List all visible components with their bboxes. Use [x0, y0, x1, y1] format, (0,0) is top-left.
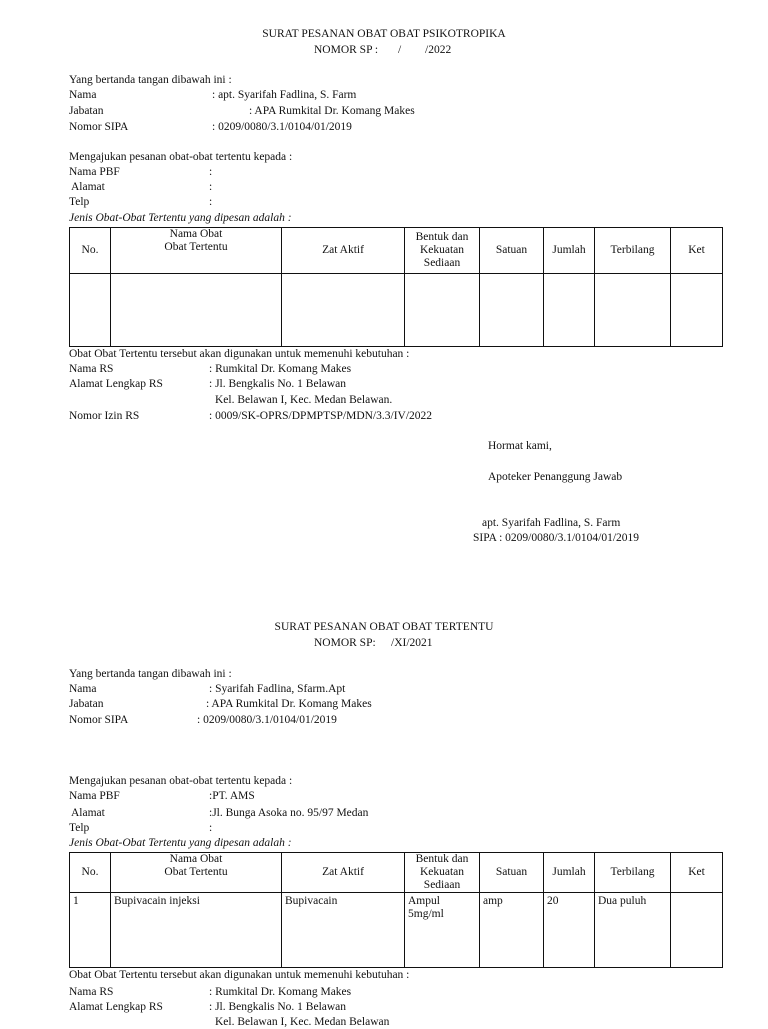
- cell-terbilang: [595, 274, 671, 347]
- header-satuan: Satuan: [480, 853, 544, 893]
- header-nama-obat: [111, 228, 282, 274]
- cell-no: 1: [70, 893, 111, 968]
- header-zat-aktif: Zat Aktif: [282, 228, 405, 274]
- doc2-pbf-value: :PT. AMS: [209, 790, 255, 802]
- doc1-jabatan-label: Jabatan: [69, 105, 104, 117]
- header-bentuk-line1: Bentuk dan: [415, 853, 469, 865]
- cell-terbilang: Dua puluh: [595, 893, 671, 968]
- cell-zat: [282, 274, 405, 347]
- doc1-nama-value: : apt. Syarifah Fadlina, S. Farm: [212, 89, 357, 101]
- doc2-rs-alamat-value2: Kel. Belawan I, Kec. Medan Belawan: [215, 1016, 390, 1028]
- doc2-rs-alamat-value1: : Jl. Bengkalis No. 1 Belawan: [209, 1001, 347, 1013]
- doc2-telp-value: :: [209, 822, 213, 834]
- doc1-rs-izin-label: Nomor Izin RS: [69, 410, 140, 422]
- header-zat-aktif: Zat Aktif: [282, 853, 405, 893]
- doc2-jabatan-label: Jabatan: [69, 698, 104, 710]
- doc2-telp-label: Telp: [69, 822, 90, 834]
- cell-ket: [671, 274, 723, 347]
- doc2-rs-alamat-label: Alamat Lengkap RS: [69, 1001, 163, 1013]
- doc1-nomor-label: NOMOR SP :: [314, 44, 379, 56]
- header-bentuk-line2: Kekuatan: [419, 244, 465, 256]
- doc1-purpose: Obat Obat Tertentu tersebut akan digunakan untuk memenuhi kebutuhan :: [69, 348, 410, 360]
- cell-nama: [111, 274, 282, 347]
- doc1-rs-nama-value: : Rumkital Dr. Komang Makes: [209, 363, 352, 375]
- header-bentuk: [405, 853, 480, 893]
- doc1-signer-name: apt. Syarifah Fadlina, S. Farm: [482, 517, 621, 529]
- doc1-signer-sipa: SIPA : 0209/0080/3.1/0104/01/2019: [473, 532, 640, 544]
- doc2-nama-value: : Syarifah Fadlina, Sfarm.Apt: [209, 683, 346, 695]
- header-bentuk: [405, 228, 480, 274]
- header-nama-line2: Obat Tertentu: [164, 866, 228, 878]
- doc1-order-table: [69, 227, 723, 347]
- doc1-sipa-label: Nomor SIPA: [69, 121, 129, 133]
- doc2-alamat-label: Alamat: [71, 807, 105, 819]
- header-nama-line1: Nama Obat: [169, 228, 223, 240]
- doc1-hormat: Hormat kami,: [488, 440, 552, 452]
- doc2-title: SURAT PESANAN OBAT OBAT TERTENTU: [274, 621, 494, 633]
- doc1-sipa-value: : 0209/0080/3.1/0104/01/2019: [212, 121, 352, 133]
- header-ket: Ket: [671, 853, 723, 893]
- doc1-telp-label: Telp: [69, 196, 90, 208]
- doc1-rs-alamat-label: Alamat Lengkap RS: [69, 378, 163, 390]
- doc2-pbf-label: Nama PBF: [69, 790, 120, 802]
- header-bentuk-line3: Sediaan: [423, 257, 461, 269]
- doc2-intro: Yang bertanda tangan dibawah ini :: [69, 668, 232, 680]
- cell-ket: [671, 893, 723, 968]
- doc1-pbf-label: Nama PBF: [69, 166, 120, 178]
- doc1-alamat-label: Alamat: [71, 181, 105, 193]
- doc2-nomor-label: NOMOR SP:: [314, 637, 376, 649]
- table-header-row: [70, 853, 723, 893]
- cell-zat: Bupivacain: [282, 893, 405, 968]
- header-ket: Ket: [671, 228, 723, 274]
- header-no: No.: [70, 228, 111, 274]
- header-nama-line2: Obat Tertentu: [164, 241, 228, 253]
- doc1-intro: Yang bertanda tangan dibawah ini :: [69, 74, 232, 86]
- doc2-order-table: [69, 852, 723, 968]
- doc1-request-intro: Mengajukan pesanan obat-obat tertentu kepada :: [69, 151, 293, 163]
- doc2-purpose: Obat Obat Tertentu tersebut akan digunakan untuk memenuhi kebutuhan :: [69, 969, 410, 981]
- doc2-sipa-value: : 0209/0080/3.1/0104/01/2019: [197, 714, 337, 726]
- doc2-alamat-value: :Jl. Bunga Asoka no. 95/97 Medan: [209, 807, 369, 819]
- header-bentuk-line2: Kekuatan: [419, 866, 465, 878]
- header-nama-obat: [111, 853, 282, 893]
- doc1-nomor-value: /2022: [425, 44, 452, 56]
- cell-satuan: amp: [480, 893, 544, 968]
- doc2-rs-nama-value: : Rumkital Dr. Komang Makes: [209, 986, 352, 998]
- doc1-alamat-value: :: [209, 181, 213, 193]
- cell-bentuk-line2: 5mg/ml: [408, 908, 444, 920]
- doc1-rs-nama-label: Nama RS: [69, 363, 114, 375]
- header-jumlah: Jumlah: [544, 853, 595, 893]
- header-bentuk-line1: Bentuk dan: [415, 231, 469, 243]
- table-row: [70, 893, 723, 968]
- table-header-row: [70, 228, 723, 274]
- header-terbilang: Terbilang: [595, 853, 671, 893]
- table-row: [70, 274, 723, 347]
- cell-no: [70, 274, 111, 347]
- header-no: No.: [70, 853, 111, 893]
- doc2-rs-nama-label: Nama RS: [69, 986, 114, 998]
- doc1-rs-alamat-value2: Kel. Belawan I, Kec. Medan Belawan.: [215, 394, 393, 406]
- header-nama-line1: Nama Obat: [169, 853, 223, 865]
- doc2-sipa-label: Nomor SIPA: [69, 714, 129, 726]
- cell-nama: Bupivacain injeksi: [111, 893, 282, 968]
- doc2-jenis: Jenis Obat-Obat Tertentu yang dipesan adalah :: [69, 837, 292, 849]
- doc1-telp-value: :: [209, 196, 213, 208]
- doc2-nama-label: Nama: [69, 683, 97, 695]
- cell-satuan: [480, 274, 544, 347]
- doc1-nomor-slash: /: [398, 44, 402, 56]
- doc1-rs-alamat-value1: : Jl. Bengkalis No. 1 Belawan: [209, 378, 347, 390]
- doc2-jabatan-value: : APA Rumkital Dr. Komang Makes: [206, 698, 372, 710]
- doc1-rs-izin-value: : 0009/SK-OPRS/DPMPTSP/MDN/3.3/IV/2022: [209, 410, 433, 422]
- cell-jumlah: [544, 274, 595, 347]
- cell-bentuk: [405, 274, 480, 347]
- header-terbilang: Terbilang: [595, 228, 671, 274]
- doc1-pbf-value: :: [209, 166, 213, 178]
- header-satuan: Satuan: [480, 228, 544, 274]
- doc1-apoteker: Apoteker Penanggung Jawab: [488, 471, 623, 483]
- doc2-request-intro: Mengajukan pesanan obat-obat tertentu kepada :: [69, 775, 293, 787]
- cell-jumlah: 20: [544, 893, 595, 968]
- doc1-jenis: Jenis Obat-Obat Tertentu yang dipesan adalah :: [69, 212, 292, 224]
- doc1-nama-label: Nama: [69, 89, 97, 101]
- doc1-jabatan-value: : APA Rumkital Dr. Komang Makes: [249, 105, 415, 117]
- doc1-title: SURAT PESANAN OBAT OBAT PSIKOTROPIKA: [262, 28, 506, 40]
- cell-bentuk: [405, 893, 480, 968]
- header-jumlah: Jumlah: [544, 228, 595, 274]
- doc2-nomor-value: /XI/2021: [391, 637, 433, 649]
- header-bentuk-line3: Sediaan: [423, 879, 461, 891]
- cell-bentuk-line1: Ampul: [408, 895, 440, 907]
